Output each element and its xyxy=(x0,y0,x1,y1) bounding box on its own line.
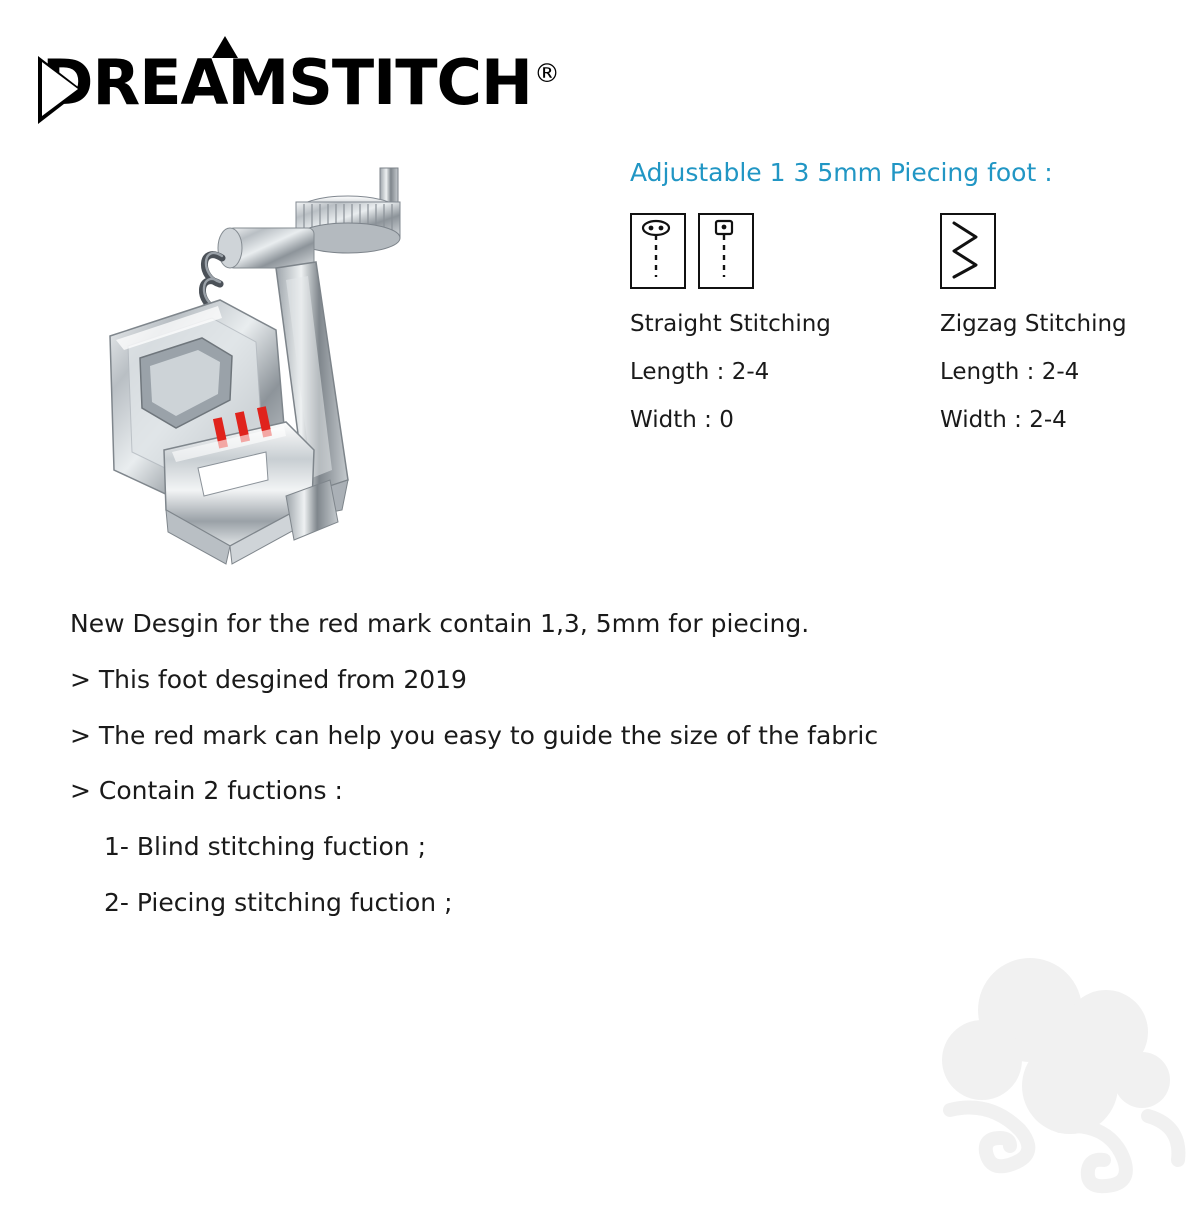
brand-logo-text xyxy=(42,46,559,119)
straight-stitch-length: Length : 2-4 xyxy=(630,359,770,385)
zigzag-stitch-icons xyxy=(940,213,1180,289)
straight-stitch-alt-icon xyxy=(698,213,754,289)
zigzag-stitch-name: Zigzag Stitching xyxy=(940,311,1127,337)
description-line: > The red mark can help you easy to guide the size of the fabric xyxy=(70,720,879,750)
zigzag-stitch-column xyxy=(940,213,1180,455)
description-line: > Contain 2 fuctions : xyxy=(70,776,343,806)
description-line: 2- Piecing stitching fuction ; xyxy=(104,887,453,917)
straight-stitch-width: Width : 0 xyxy=(630,407,734,433)
description-line: 1- Blind stitching fuction ; xyxy=(104,832,426,861)
description-line: > This foot desgined from 2019 xyxy=(70,664,467,694)
zigzag-stitch-icon xyxy=(940,213,996,289)
straight-stitch-name: Straight Stitching xyxy=(630,311,831,337)
straight-stitch-icons xyxy=(630,213,940,289)
info-panel-title: Adjustable 1 3 5mm Piecing foot : xyxy=(630,158,1053,187)
logo-triangle-inner-icon xyxy=(42,62,78,116)
straight-stitch-column xyxy=(630,213,940,455)
stitch-types-row xyxy=(630,213,1180,455)
zigzag-stitch-width: Width : 2-4 xyxy=(940,407,1067,433)
background-watermark xyxy=(910,940,1190,1200)
straight-stitch-icon xyxy=(630,213,686,289)
stitch-info-panel xyxy=(630,158,1180,455)
registered-trademark-icon: ® xyxy=(533,59,559,90)
brand-name: DREAMSTITCH xyxy=(42,46,532,119)
logo-caret-icon xyxy=(212,36,238,58)
description-block xyxy=(70,610,1130,945)
brand-logo xyxy=(42,46,559,119)
description-line: New Desgin for the red mark contain 1,3, 5mm for piecing. xyxy=(70,609,810,638)
product-photo xyxy=(80,150,550,570)
zigzag-stitch-length: Length : 2-4 xyxy=(940,359,1080,385)
